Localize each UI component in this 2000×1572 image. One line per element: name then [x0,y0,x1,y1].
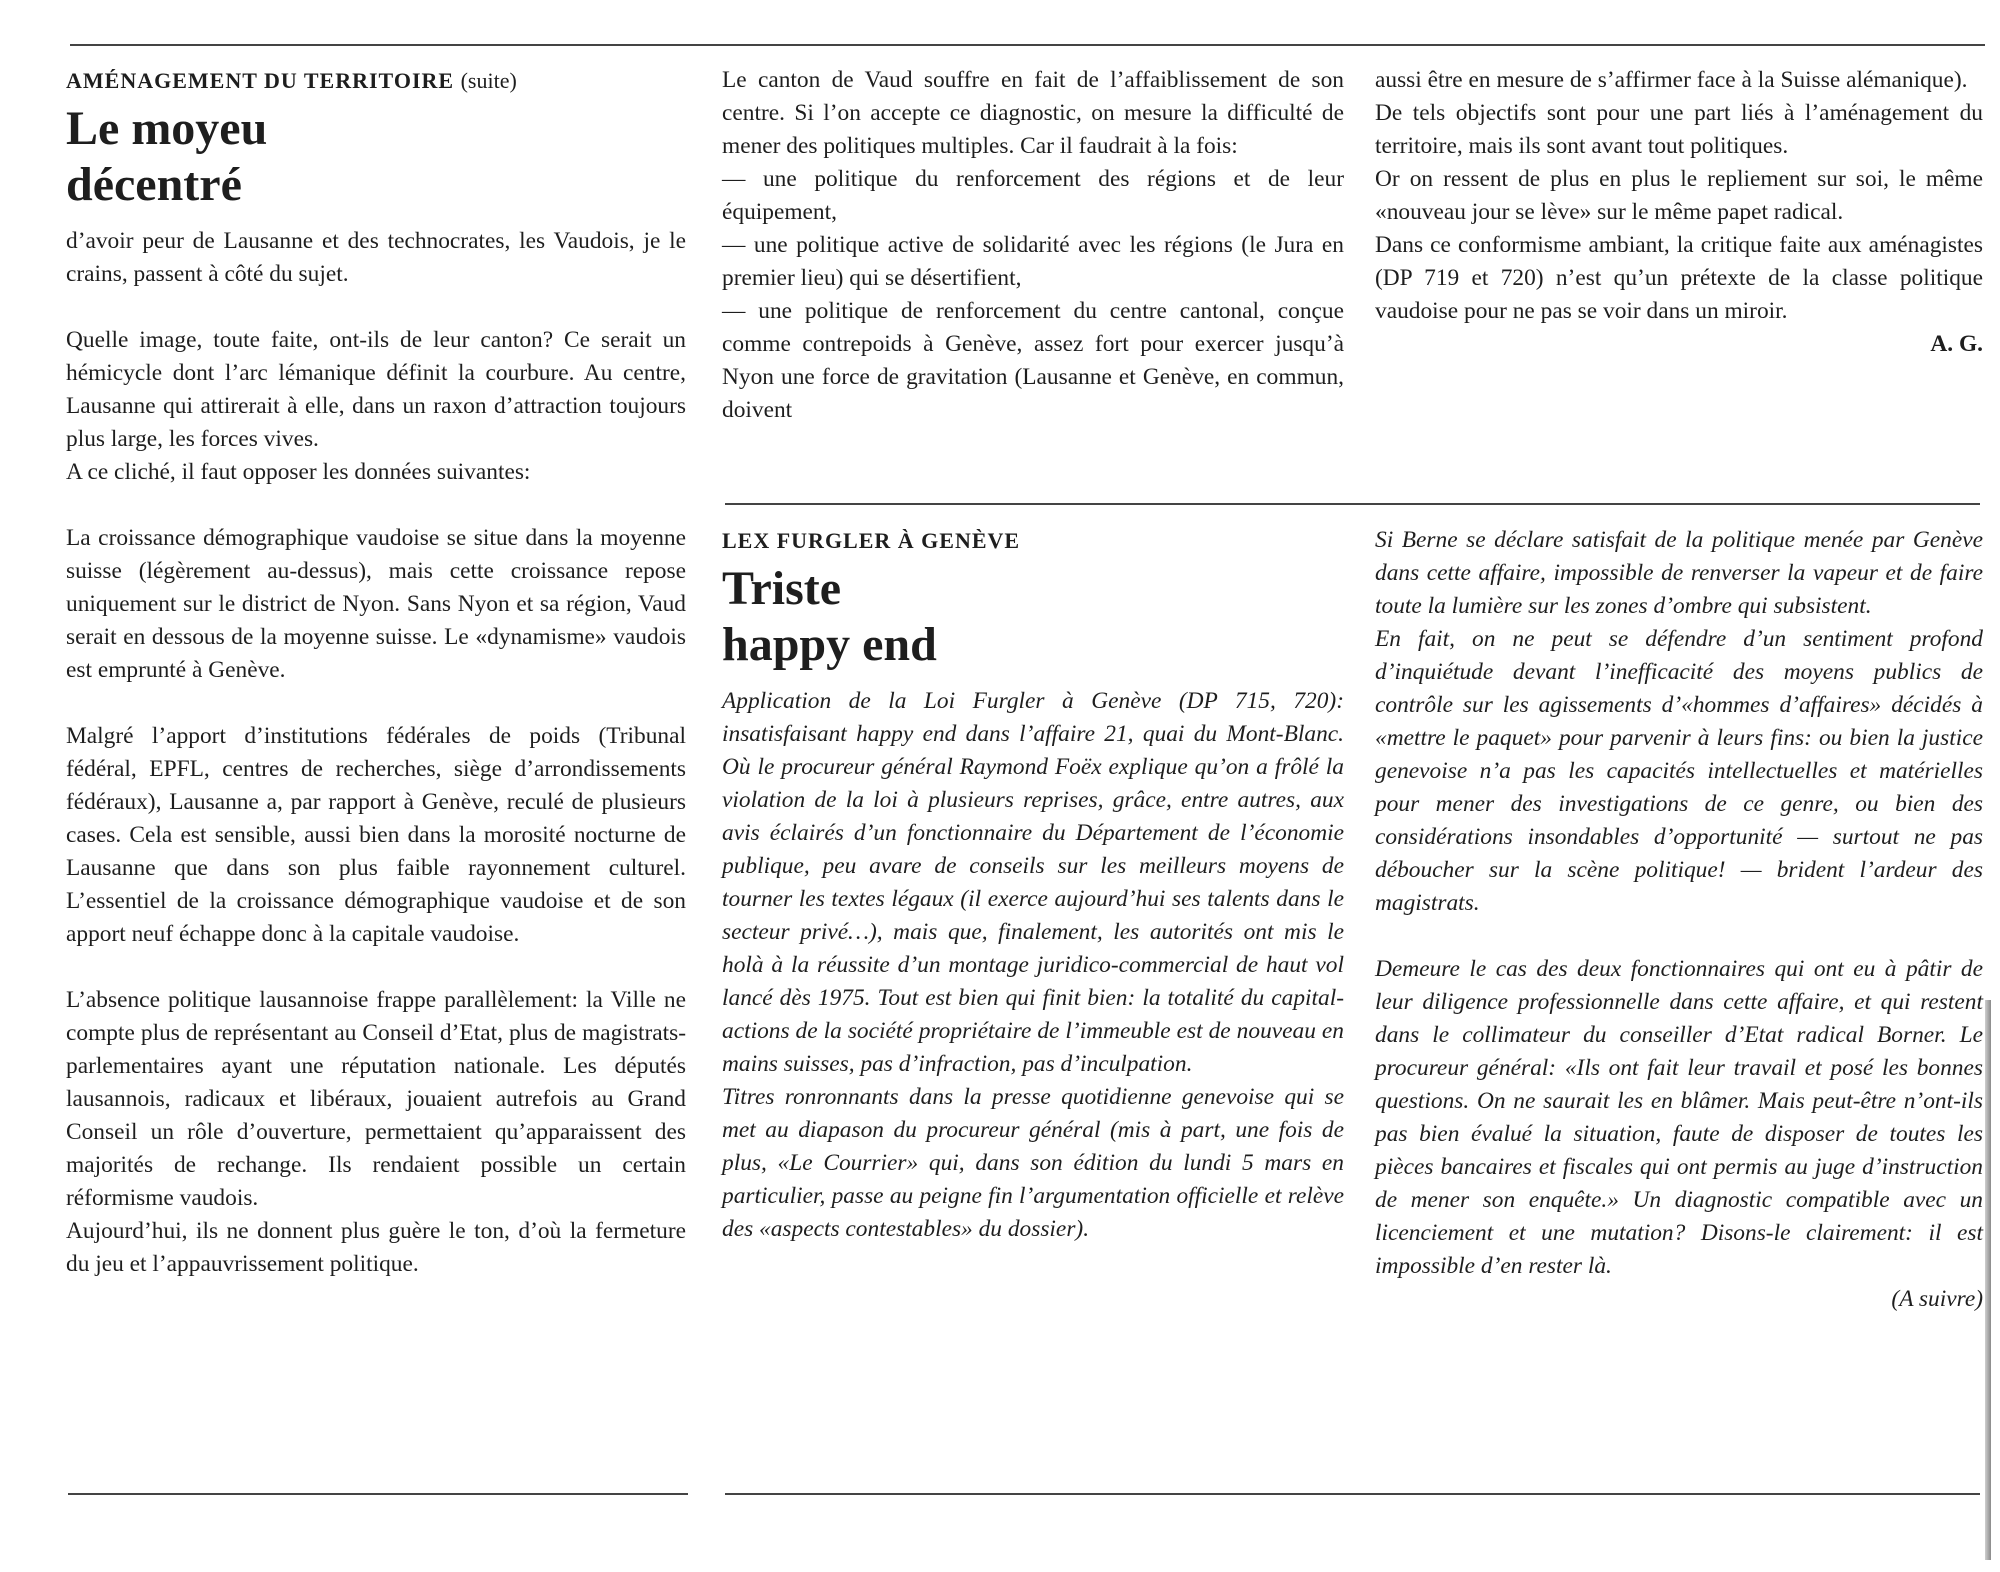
article1-paragraph: L’absence politique lausannoise frappe parallèlement: la Ville ne compte plus de représentant au Conseil d’Etat, plus de magistrats-parlementaires ayant une réputation nationale. Les députés lausannois, radicaux et libéraux, jouaient autrefois au Grand Conseil un rôle d’ouverture, permettaient qu’apparaissent des majorités de rechange. Ils rendaient possible un certain réformisme vaudois. [66,987,686,1211]
article1-kicker-text: AMÉNAGEMENT DU TERRITOIRE [66,68,455,93]
article1-paragraph: De tels objectifs sont pour une part liés à l’aménagement du territoire, mais ils sont avant tout politiques. [1375,100,1983,159]
column-2-bottom [722,524,1344,1246]
article1-paragraph: aussi être en mesure de s’affirmer face à la Suisse alémanique). [1375,67,1968,93]
article1-title [66,101,686,213]
article2-paragraph: Application de la Loi Furgler à Genève (DP 715, 720): insatisfaisant happy end dans l’affaire 21, quai du Mont-Blanc. Où le procureur général Raymond Foëx explique qu’on a frôlé la violation de la loi à plusieurs reprises, grâce, entre autres, aux avis éclairés d’un fonctionnaire du Département de l’économie publique, peu avare de conseils sur les meilleurs moyens de tourner les textes légaux (il exerce aujourd’hui ses talents dans le secteur privé…), mais que, finalement, les autorités ont mis le holà à la réussite d’un montage juridico-commercial de haut vol lancé dès 1975. Tout est bien qui finit bien: la totalité du capital-actions de la société propriétaire de l’immeuble est de nouveau en mains suisses, pas d’infraction, pas d’inculpation. [722,688,1344,1077]
article1-paragraph: Malgré l’apport d’institutions fédérales de poids (Tribunal fédéral, EPFL, centres de recherches, siège d’arrondissements fédéraux), Lausanne a, par rapport à Genève, reculé de plusieurs cases. Cela est sensible, aussi bien dans la morosité nocturne de Lausanne que dans son plus faible rayonnement culturel. L’essentiel de la croissance démographique vaudoise et de son apport neuf échappe donc à la capitale vaudoise. [66,723,686,947]
article1-paragraph: Le canton de Vaud souffre en fait de l’affaiblissement de son centre. Si l’on accepte ce diagnostic, on mesure la difficulté de mener des politiques multiples. Car il faudrait à la fois: [722,67,1344,159]
article2-paragraph: Titres ronronnants dans la presse quotidienne genevoise qui se met au diapason du procureur général (mis à part, une fois de plus, «Le Courrier» qui, dans son édition du lundi 5 mars en particulier, passe au peigne fin l’argumentation officielle et relève des «aspects contestables» du dossier). [722,1084,1344,1242]
article2-paragraph: En fait, on ne peut se défendre d’un sentiment profond d’inquiétude devant l’inefficacité des moyens publics de contrôle sur les agissements d’«hommes d’affaires» décidés à «mettre le paquet» pour parvenir à leurs fins: ou bien la justice genevoise n’a pas les capacités intellectuelles et matérielles pour mener des investigations de ce genre, ou bien des considérations insondables d’opportunité — surtout ne pas déboucher sur la scène politique! — brident l’ardeur des magistrats. [1375,626,1983,916]
article1-kicker-suffix: (suite) [460,68,517,93]
article1-paragraph: — une politique active de solidarité avec les régions (le Jura en premier lieu) qui se désertifient, [722,232,1344,291]
article1-kicker [66,64,686,97]
article2-kicker: LEX FURGLER À GENÈVE [722,528,1021,553]
bottom-rule-right [725,1493,1980,1495]
article2-title-line2: happy end [722,618,937,671]
article1-paragraph: Dans ce conformisme ambiant, la critique faite aux aménagistes (DP 719 et 720) n’est qu’un prétexte de la classe politique vaudoise pour ne pas se voir dans un miroir. [1375,232,1983,324]
article1-paragraph: La croissance démographique vaudoise se situe dans la moyenne suisse (légèrement au-dessus), mais cette croissance repose uniquement sur le district de Nyon. Sans Nyon et sa région, Vaud serait en dessous de la moyenne suisse. Le «dynamisme» vaudois est emprunté à Genève. [66,525,686,683]
article2-title [722,561,1344,673]
article1-paragraph: Aujourd’hui, ils ne donnent plus guère le ton, d’où la fermeture du jeu et l’appauvrissement politique. [66,1218,686,1277]
article1-paragraph: d’avoir peur de Lausanne et des technocrates, les Vaudois, je le crains, passent à côté du sujet. [66,228,686,287]
article2-title-line1: Triste [722,562,842,615]
page-edge-shadow [1985,1000,1991,1560]
article1-title-line2: décentré [66,158,242,211]
column-2-top [722,64,1344,427]
article1-title-line1: Le moyeu [66,102,268,155]
column-3-bottom [1375,524,1983,1316]
article2-paragraph: Si Berne se déclare satisfait de la politique menée par Genève dans cette affaire, impossible de renverser la vapeur et de faire toute la lumière sur les zones d’ombre qui subsistent. [1375,527,1983,619]
column-3-top [1375,64,1983,361]
article2-continuation: (A suivre) [1891,1286,1983,1312]
article1-signature: A. G. [1930,331,1983,357]
article1-paragraph: — une politique du renforcement des régions et de leur équipement, [722,166,1344,225]
bottom-rule-left [68,1493,688,1495]
article2-paragraph: Demeure le cas des deux fonctionnaires qui ont eu à pâtir de leur diligence professionnelle dans cette affaire, et qui restent dans le collimateur du conseiller d’Etat radical Borner. Le procureur général: «Ils ont fait leur travail et posé les bonnes questions. On ne saurait les en blâmer. Mais peut-être n’ont-ils pas bien évalué la situation, faute de disposer de toutes les pièces bancaires et fiscales qui ont permis au juge d’instruction de mener son enquête.» Un diagnostic compatible avec un licenciement et une mutation? Disons-le clairement: il est impossible d’en rester là. [1375,956,1983,1279]
article1-paragraph: — une politique de renforcement du centre cantonal, conçue comme contrepoids à Genève, assez fort pour exercer jusqu’à Nyon une force de gravitation (Lausanne et Genève, en commun, doivent [722,298,1344,423]
top-rule [70,44,1985,46]
article1-paragraph: A ce cliché, il faut opposer les données suivantes: [66,459,531,485]
article1-paragraph: Quelle image, toute faite, ont-ils de leur canton? Ce serait un hémicycle dont l’arc lémanique définit la courbure. Au centre, Lausanne qui attirerait à elle, dans un raxon d’attraction toujours plus large, les forces vives. [66,327,686,452]
article1-paragraph: Or on ressent de plus en plus le repliement sur soi, le même «nouveau jour se lève» sur le même papet radical. [1375,166,1983,225]
middle-rule [725,503,1980,505]
column-1 [66,64,686,1281]
